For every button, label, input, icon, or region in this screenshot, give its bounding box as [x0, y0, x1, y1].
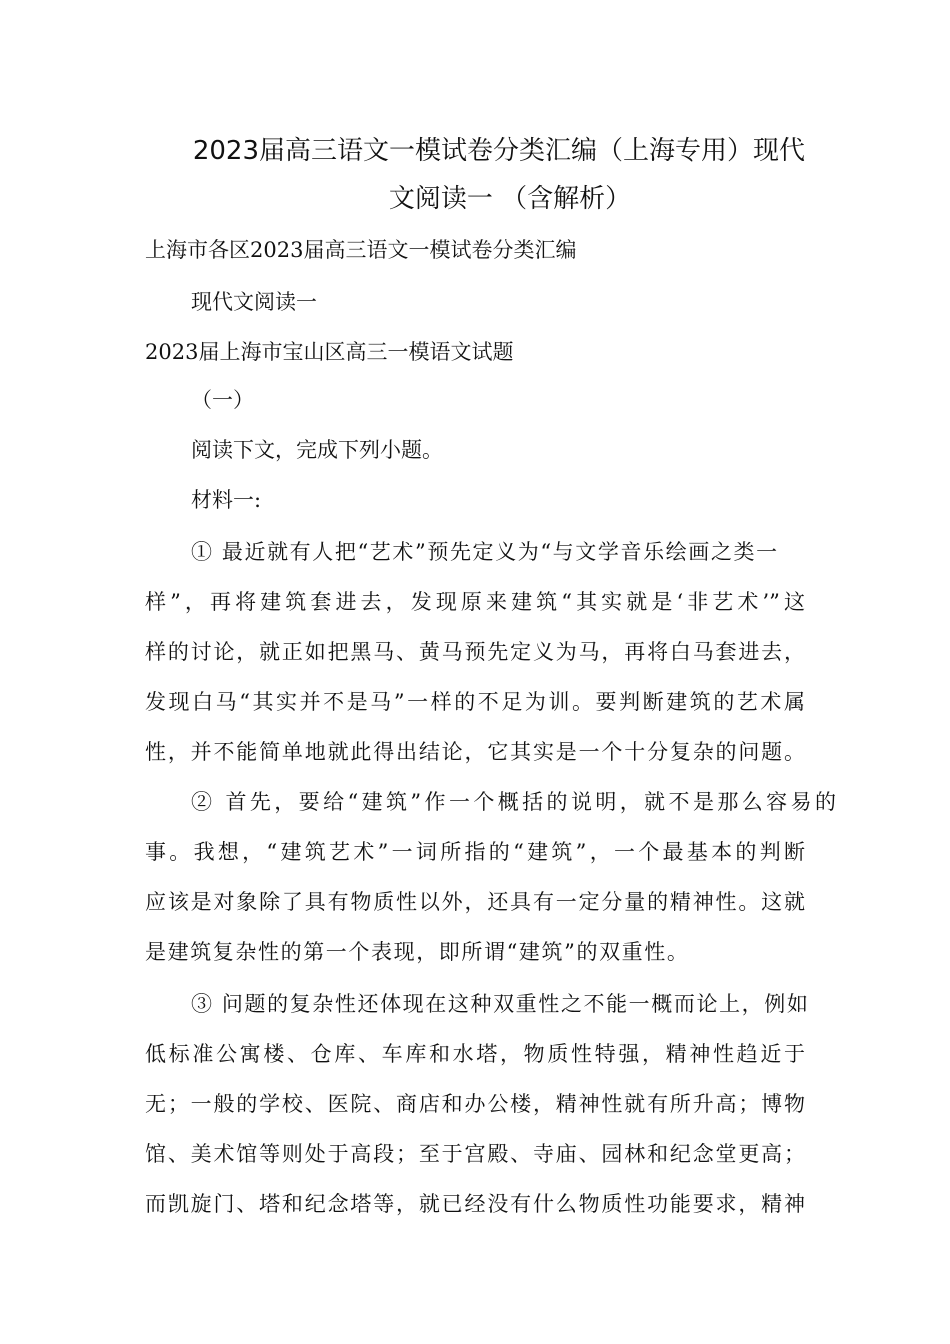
paragraph-3-line-2: 低标准公寓楼、仓库、车库和水塔，物质性特强，精神性趋近于	[145, 1042, 805, 1066]
paragraph-1-line-3: 样的讨论，就正如把黑马、黄马预先定义为马，再将白马套进去，	[145, 640, 805, 664]
paragraph-3-line-3: 无；一般的学校、医院、商店和办公楼，精神性就有所升高；博物	[145, 1092, 805, 1116]
section-name: 现代文阅读一	[191, 290, 317, 314]
part-number: （一）	[191, 388, 254, 412]
exam-name: 2023届上海市宝山区高三一模语文试题	[145, 340, 514, 364]
paragraph-2-line-4: 是建筑复杂性的第一个表现，即所谓“建筑”的双重性。	[145, 940, 690, 964]
instruction: 阅读下文，完成下列小题。	[191, 438, 443, 462]
paragraph-2-line-3: 应该是对象除了具有物质性以外，还具有一定分量的精神性。这就	[145, 890, 805, 914]
collection-name: 上海市各区2023届高三语文一模试卷分类汇编	[145, 238, 577, 262]
paragraph-3-line-4: 馆、美术馆等则处于高段；至于宫殿、寺庙、园林和纪念堂更高；	[145, 1142, 805, 1166]
document-title-line-1: 2023届高三语文一模试卷分类汇编（上海专用）现代	[192, 136, 805, 166]
paragraph-2-line-2: 事。我想，“建筑艺术”一词所指的“建筑”，一个最基本的判断	[145, 840, 805, 864]
material-label: 材料一:	[191, 488, 262, 512]
paragraph-3-line-1: ③ 问题的复杂性还体现在这种双重性之不能一概而论上，例如	[191, 992, 810, 1016]
paragraph-1-line-5: 性，并不能简单地就此得出结论，它其实是一个十分复杂的问题。	[145, 740, 805, 764]
paragraph-1-line-1: ① 最近就有人把“艺术”预先定义为“与文学音乐绘画之类一	[191, 540, 779, 564]
document-title-line-2: 文阅读一 （含解析）	[388, 184, 632, 214]
paragraph-1-line-4: 发现白马“其实并不是马”一样的不足为训。要判断建筑的艺术属	[145, 690, 805, 714]
paragraph-1-line-2: 样”，再将建筑套进去，发现原来建筑“其实就是‘非艺术’”这	[145, 590, 805, 614]
paragraph-3-line-5: 而凯旋门、塔和纪念塔等，就已经没有什么物质性功能要求，精神	[145, 1192, 805, 1216]
paragraph-2-line-1: ② 首先，要给“建筑”作一个概括的说明，就不是那么容易的	[191, 790, 840, 814]
